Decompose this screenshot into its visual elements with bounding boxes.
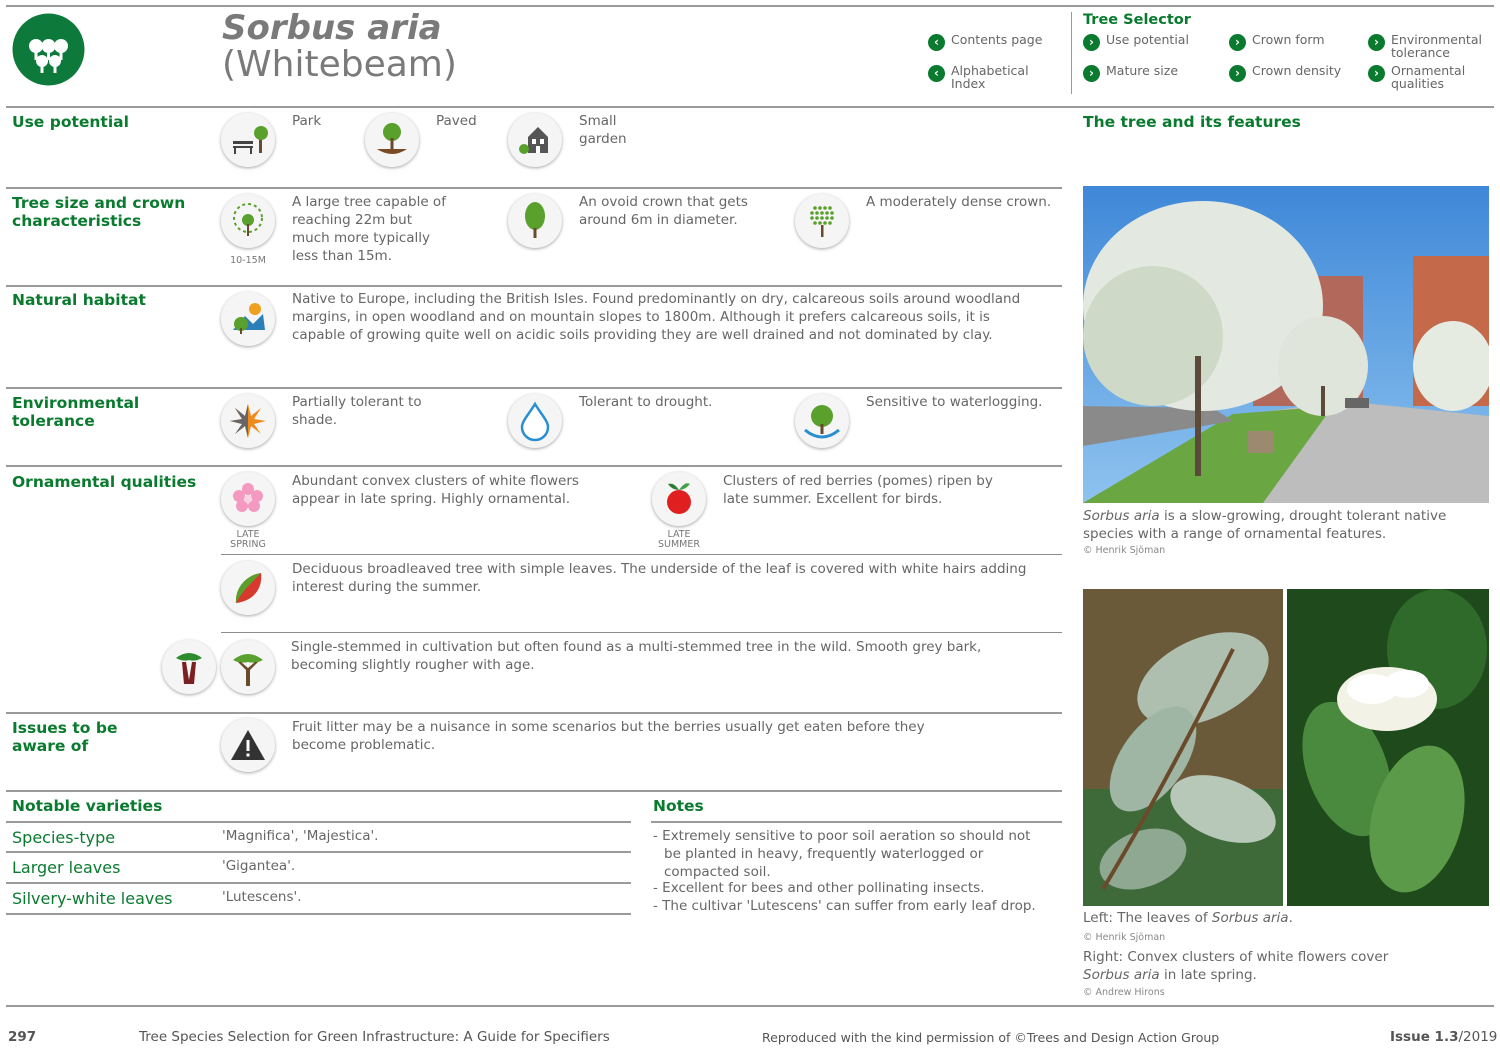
note-item: - Extremely sensitive to poor soil aeration so should not be planted in heavy, frequently waterlogged or compacted soil. [653, 828, 1031, 880]
photo-credit: © Henrik Sjöman [1083, 545, 1166, 556]
contents-page-label: Contents page [951, 32, 1043, 47]
red-berries-icon [652, 472, 706, 526]
paved-tree-pit-icon [365, 113, 419, 167]
environmental-tolerance-heading: Environmental tolerance [12, 394, 140, 430]
page-title-common: (Whitebeam) [222, 44, 457, 85]
ornamental-qualities-heading: Ornamental qualities [12, 473, 197, 491]
page-number: 297 [8, 1029, 37, 1045]
section-rule [6, 387, 1062, 389]
bark-text: Single-stemmed in cultivation but often found as a multi-stemmed tree in the wild. Smooth grey bark, becoming slightly rougher with age. [291, 639, 982, 673]
drought-tolerance-text: Tolerant to drought. [579, 394, 713, 410]
park-bench-icon [221, 113, 275, 167]
section-rule [6, 790, 1062, 792]
selector-label: Use potential [1106, 32, 1189, 47]
issue-number [1390, 1029, 1497, 1045]
issue-year: /2019 [1458, 1029, 1498, 1045]
street-trees-photo [1083, 186, 1489, 503]
notes-rule [651, 821, 1062, 823]
chevron-right-icon: › [1229, 65, 1246, 82]
leaf-icon [221, 561, 275, 615]
variety-value: 'Gigantea'. [222, 858, 296, 874]
contents-page-link[interactable] [928, 33, 1048, 51]
selector-label: Ornamental qualities [1391, 63, 1466, 91]
alphabetical-index-label: Alphabetical Index [951, 63, 1029, 91]
notable-varieties-heading: Notable varieties [12, 797, 163, 815]
use-small-garden-label: Small garden [579, 113, 627, 147]
permission-note: Reproduced with the kind permission of ©Trees and Design Action Group [762, 1030, 1220, 1045]
section-rule [6, 465, 1062, 467]
note-item: - Excellent for bees and other pollinating insects. [653, 880, 985, 896]
issues-heading: Issues to be aware of [12, 719, 118, 755]
crown-form-text: An ovoid crown that gets around 6m in diameter. [579, 194, 748, 228]
water-drop-icon [508, 394, 562, 448]
selector-crown-density[interactable] [1229, 64, 1349, 82]
selector-crown-form[interactable] [1229, 33, 1349, 51]
ovoid-crown-icon [508, 194, 562, 248]
natural-habitat-text: Native to Europe, including the British Isles. Found predominantly on dry, calcareous soils around woodland margins, in open woodland and on mountain slopes to 1800m. Although it prefers calcareous soils, it is capable of growing quite well on acidic soils providing they are well drained and not dominated by clay. [292, 291, 1021, 343]
small-garden-house-icon [508, 113, 562, 167]
selector-label: Crown form [1252, 32, 1325, 47]
varieties-rule [6, 913, 631, 915]
caption-italic: Sorbus aria [1083, 508, 1160, 524]
berries-season-label: LATE SUMMER [658, 529, 700, 550]
caption-text: . [1288, 910, 1293, 926]
leaves-text: Deciduous broadleaved tree with simple leaves. The underside of the leaf is covered with white hairs adding interest during the summer. [292, 561, 1027, 595]
chevron-right-icon: › [1083, 65, 1100, 82]
note-item: - The cultivar 'Lutescens' can suffer from early leaf drop. [653, 898, 1036, 914]
varieties-rule [6, 851, 631, 853]
street-photo-caption [1083, 507, 1483, 543]
caption-text: is a slow-growing, drought tolerant native species with a range of ornamental features. [1083, 508, 1447, 542]
flowers-photo [1287, 589, 1489, 906]
footer-rule [6, 1005, 1494, 1007]
tree-size-icon [221, 194, 275, 248]
caption-italic: Sorbus aria [1083, 967, 1160, 983]
page-title-latin: Sorbus aria [222, 8, 442, 48]
flowers-photo-caption [1083, 948, 1413, 984]
header-top-rule [6, 5, 1494, 7]
chevron-right-icon: › [1368, 34, 1385, 51]
variety-label: Species-type [12, 828, 116, 847]
tree-size-text: A large tree capable of reaching 22m but much more typically less than 15m. [292, 194, 446, 264]
warning-icon [221, 718, 275, 772]
variety-value: 'Lutescens'. [222, 889, 302, 905]
section-rule [221, 554, 1062, 555]
issue-label: Issue 1.3 [1390, 1029, 1459, 1045]
selector-label: Mature size [1106, 63, 1179, 78]
variety-value: 'Magnifica', 'Majestica'. [222, 828, 379, 844]
flowers-season-label: LATE SPRING [230, 529, 266, 550]
section-rule [6, 712, 1062, 714]
varieties-rule [6, 821, 631, 823]
selector-use-potential[interactable] [1083, 33, 1203, 51]
shade-tolerance-icon [221, 394, 275, 448]
section-rule [221, 632, 1062, 633]
leaves-photo-caption [1083, 909, 1483, 927]
selector-environmental-tolerance[interactable] [1368, 33, 1493, 59]
variety-label: Larger leaves [12, 858, 121, 877]
leaves-photo [1083, 589, 1283, 906]
single-stem-tree-icon [221, 640, 275, 694]
waterlogging-icon [795, 394, 849, 448]
tree-size-heading: Tree size and crown characteristics [12, 194, 186, 230]
header-divider [1071, 12, 1072, 94]
use-park-label: Park [292, 113, 322, 129]
selector-label: Crown density [1252, 63, 1342, 78]
selector-ornamental-qualities[interactable] [1368, 64, 1493, 90]
berries-text: Clusters of red berries (pomes) ripen by late summer. Excellent for birds. [723, 473, 993, 507]
chevron-right-icon: › [1083, 34, 1100, 51]
photo-credit: © Henrik Sjöman [1083, 932, 1166, 943]
notes-heading: Notes [653, 797, 704, 815]
multi-stem-tree-icon [162, 640, 216, 694]
caption-text: Right: Convex clusters of white flowers cover [1083, 949, 1389, 965]
chevron-right-icon: › [1368, 65, 1385, 82]
crown-density-text: A moderately dense crown. [866, 194, 1052, 210]
caption-italic: Sorbus aria [1211, 910, 1289, 926]
guide-title: Tree Species Selection for Green Infrastructure: A Guide for Specifiers [139, 1029, 610, 1045]
caption-text: Left: The leaves of [1083, 910, 1212, 926]
natural-habitat-heading: Natural habitat [12, 291, 146, 309]
tree-features-heading: The tree and its features [1083, 113, 1301, 131]
chevron-left-icon: ‹ [928, 34, 945, 51]
variety-label: Silvery-white leaves [12, 889, 173, 908]
varieties-rule [6, 882, 631, 884]
waterlogging-text: Sensitive to waterlogging. [866, 394, 1043, 410]
tree-size-range: 10-15M [230, 255, 266, 266]
chevron-right-icon: › [1229, 34, 1246, 51]
selector-label: Environmental tolerance [1391, 32, 1482, 60]
chevron-left-icon: ‹ [928, 65, 945, 82]
tree-selector-label: Tree Selector [1083, 12, 1191, 28]
use-paved-label: Paved [436, 113, 477, 129]
tdag-logo-icon [12, 13, 85, 86]
alphabetical-index-link[interactable] [928, 64, 1048, 90]
section-rule [6, 187, 1062, 189]
section-rule [6, 285, 1062, 287]
photo-credit: © Andrew Hirons [1083, 987, 1165, 998]
issues-text: Fruit litter may be a nuisance in some scenarios but the berries usually get eaten before they become problematic. [292, 719, 925, 753]
crown-density-icon [795, 194, 849, 248]
caption-text: in late spring. [1159, 967, 1257, 983]
use-potential-heading: Use potential [12, 113, 129, 131]
flowers-text: Abundant convex clusters of white flowers appear in late spring. Highly ornamental. [292, 473, 579, 507]
selector-mature-size[interactable] [1083, 64, 1203, 82]
main-top-rule [6, 106, 1494, 108]
white-flower-icon [221, 472, 275, 526]
habitat-landscape-icon [221, 292, 275, 346]
shade-tolerance-text: Partially tolerant to shade. [292, 394, 422, 428]
